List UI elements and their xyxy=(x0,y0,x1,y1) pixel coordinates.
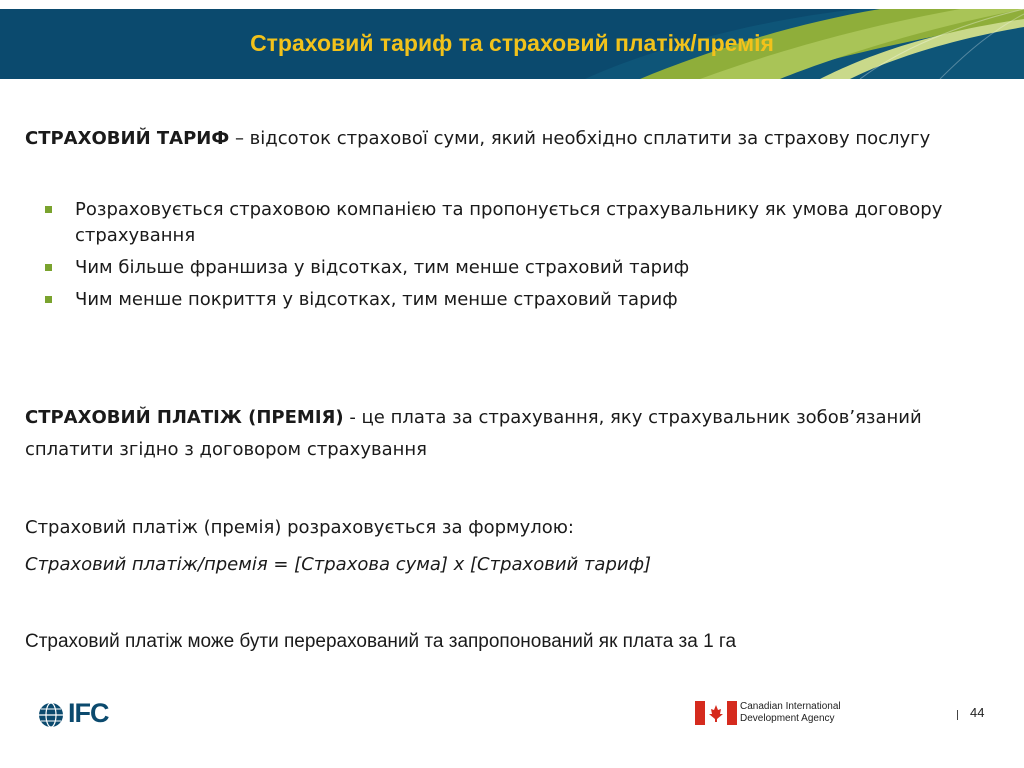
bullet-square-icon xyxy=(45,206,52,213)
formula: Страховий платіж/премія = [Страхова сума] х [Страховий тариф] xyxy=(25,554,651,575)
tariff-definition-text: – відсоток страхової суми, який необхідно сплатити за страхову послугу xyxy=(229,128,931,149)
note: Страховий платіж може бути перерахований та запропонований як плата за 1 га xyxy=(25,631,737,652)
bullet-text: Чим менше покриття у відсотках, тим менше страховий тариф xyxy=(75,289,678,310)
list-item xyxy=(25,287,965,313)
slide-title: Страховий тариф та страховий платіж/премія xyxy=(250,30,774,56)
list-item xyxy=(25,255,965,281)
tariff-definition xyxy=(25,123,965,155)
formula-intro: Страховий платіж (премія) розраховується за формулою: xyxy=(25,517,574,538)
cida-logo-text xyxy=(740,701,870,725)
cida-line-2: Development Agency xyxy=(740,713,835,724)
cida-line-1: Canadian International xyxy=(740,701,841,712)
page-number: 44 xyxy=(970,705,985,720)
list-item xyxy=(25,197,965,249)
bullet-text: Чим більше франшиза у відсотках, тим менше страховий тариф xyxy=(75,257,690,278)
globe-icon xyxy=(38,702,64,728)
tariff-term: СТРАХОВИЙ ТАРИФ xyxy=(25,128,230,149)
premium-term: СТРАХОВИЙ ПЛАТІЖ (ПРЕМІЯ) xyxy=(25,407,344,428)
bullet-text: Розраховується страховою компанією та пропонується страхувальнику як умова договору страхування xyxy=(75,199,943,246)
canada-flag-icon xyxy=(695,701,737,725)
premium-definition-text: - це плата за страхування, яку страхувальник зобов’язаний сплатити згідно з договором страхування xyxy=(25,407,922,460)
bullet-square-icon xyxy=(45,296,52,303)
premium-definition xyxy=(25,402,965,466)
ifc-logo: IFC xyxy=(68,698,109,728)
slide-header xyxy=(0,9,1024,79)
bullet-square-icon xyxy=(45,264,52,271)
tariff-bullets xyxy=(25,197,965,319)
page-separator xyxy=(957,710,958,720)
